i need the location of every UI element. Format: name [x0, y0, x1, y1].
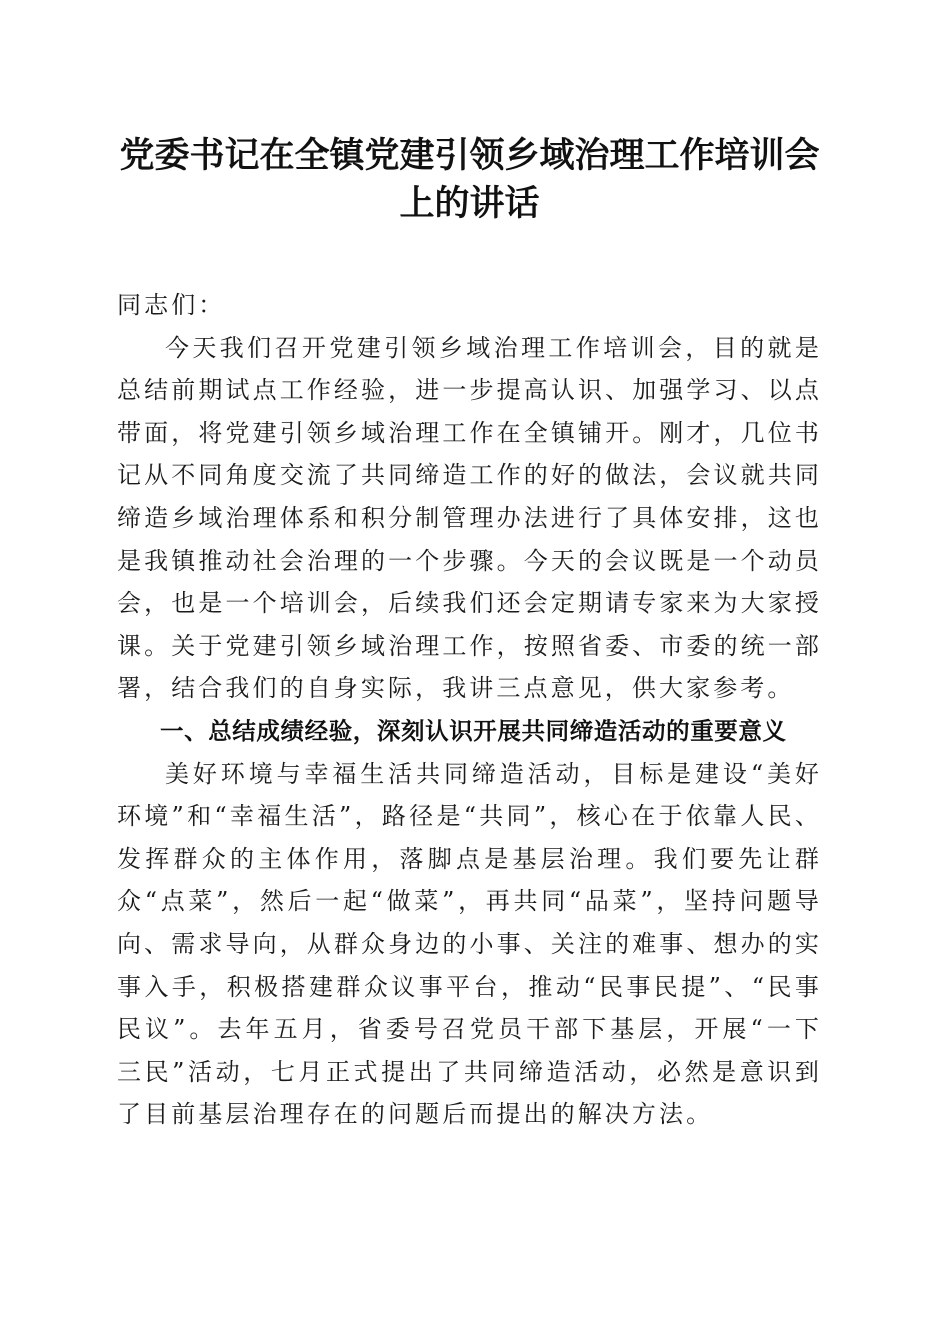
salutation: 同志们： [117, 291, 226, 319]
intro-paragraph: 今天我们召开党建引领乡域治理工作培训会，目的就是总结前期试点工作经验，进一步提高认识、加强学习、以点带面，将党建引领乡域治理工作在全镇铺开。刚才，几位书记从不同角度交流了共同缔造工作的好的做法，会议就共同缔造乡域治理体系和积分制管理办法进行了具体安排，这也是我镇推动社会治理的一个步骤。今天的会议既是一个动员会，也是一个培训会，后续我们还会定期请专家来为大家授课。关于党建引领乡域治理工作，按照省委、市委的统一部署，结合我们的自身实际，我讲三点意见，供大家参考。 [117, 333, 822, 703]
document-title: 党委书记在全镇党建引领乡域治理工作培训会上的讲话 [119, 135, 820, 224]
section-paragraph: 美好环境与幸福生活共同缔造活动，目标是建设“美好环境”和“幸福生活”，路径是“共同”，核心在于依靠人民、发挥群众的主体作用，落脚点是基层治理。我们要先让群众“点菜”，然后一起“做菜”，再共同“品菜”，坚持问题导向、需求导向，从群众身边的小事、关注的难事、想办的实事入手，积极搭建群众议事平台，推动“民事民提”、“民事民议”。去年五月，省委号召党员干部下基层，开展“一下三民”活动，七月正式提出了共同缔造活动，必然是意识到了目前基层治理存在的问题后而提出的解决方法。 [117, 759, 822, 1129]
section-heading: 一、总结成绩经验，深刻认识开展共同缔造活动的重要意义 [160, 716, 787, 745]
